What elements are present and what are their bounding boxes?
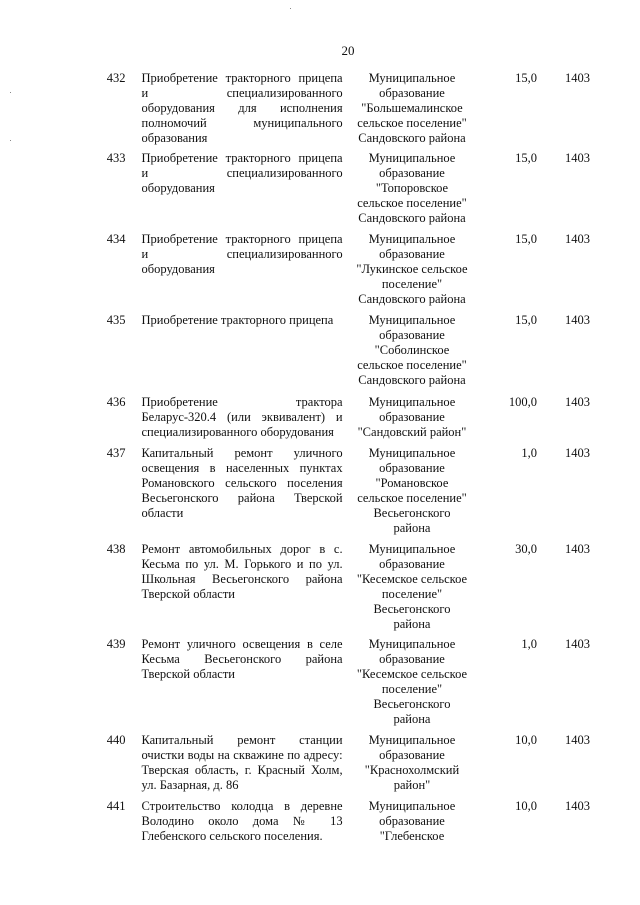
scan-speck [290,8,291,9]
row-description: Приобретение тракторного прицепа и специализированного оборудования для исполнения полномочий муниципального образования [141,71,343,145]
table-row [100,733,590,799]
row-amount: 100,0 [508,395,538,409]
row-number: 437 [106,446,126,460]
table-row [100,446,590,542]
row-amount: 10,0 [515,733,538,747]
row-code: 1403 [565,313,590,327]
row-organization: Муниципальное образование "Большемалинское сельское поселение" Сандовского района [357,71,467,145]
row-description: Приобретение тракторного прицепа и специализированного оборудования [141,151,343,195]
row-description: Капитальный ремонт станции очистки воды на скважине по адресу: Тверская область, г. Красный Холм, ул. Базарная, д. 86 [141,733,343,792]
row-number: 436 [106,395,126,409]
row-organization: Муниципальное образование "Краснохолмский район" [364,733,460,792]
table-row [100,799,590,849]
row-description: Приобретение тракторного прицепа [141,313,334,327]
row-amount: 30,0 [515,542,538,556]
scan-speck [10,92,11,93]
scan-speck [10,140,11,141]
table-row [100,313,590,395]
row-description: Капитальный ремонт уличного освещения в населенных пунктах Романовского сельского поселения Весьегонского района Тверской области [141,446,343,520]
row-number: 438 [106,542,126,556]
row-code: 1403 [565,395,590,409]
table-row [100,542,590,637]
row-number: 435 [106,313,126,327]
row-organization: Муниципальное образование "Глебенское [368,799,456,843]
row-number: 434 [106,232,126,246]
table-row [100,395,590,446]
row-description: Приобретение трактора Беларус-320.4 (или эквивалент) и специализированного оборудования [141,395,343,439]
row-description: Ремонт уличного освещения в селе Кесьма Весьегонского района Тверской области [141,637,343,681]
row-organization: Муниципальное образование "Кесемское сельское поселение" Весьегонского района [356,637,468,726]
row-organization: Муниципальное образование "Топоровское сельское поселение" Сандовского района [357,151,467,225]
row-code: 1403 [565,799,590,813]
row-amount: 15,0 [515,232,538,246]
row-organization: Муниципальное образование "Лукинское сельское поселение" Сандовского района [356,232,468,306]
table-row [100,637,590,733]
table-row [100,151,590,232]
table-row [100,232,590,313]
row-description: Приобретение тракторного прицепа и специализированного оборудования [141,232,343,276]
row-amount: 15,0 [515,151,538,165]
row-number: 432 [106,71,126,85]
row-organization: Муниципальное образование "Соболинское сельское поселение" Сандовского района [357,313,467,387]
row-code: 1403 [565,232,590,246]
row-amount: 10,0 [515,799,538,813]
row-organization: Муниципальное образование "Кесемское сельское поселение" Весьегонского района [356,542,468,631]
row-organization: Муниципальное образование "Сандовский район" [357,395,467,439]
page-number: 20 [341,43,355,58]
row-code: 1403 [565,446,590,460]
row-code: 1403 [565,637,590,651]
row-description: Ремонт автомобильных дорог в с. Кесьма по ул. М. Горького и по ул. Школьная Весьегонского района Тверской области [141,542,343,601]
row-number: 433 [106,151,126,165]
row-number: 441 [106,799,126,813]
row-number: 440 [106,733,126,747]
row-description: Строительство колодца в деревне Володино около дома № 13 Глебенского сельского поселения. [141,799,343,843]
row-code: 1403 [565,151,590,165]
appropriations-table [100,71,590,849]
row-code: 1403 [565,542,590,556]
table-row [100,71,590,151]
row-amount: 1,0 [521,637,538,651]
row-number: 439 [106,637,126,651]
row-amount: 15,0 [515,71,538,85]
row-amount: 15,0 [515,313,538,327]
row-organization: Муниципальное образование "Романовское сельское поселение" Весьегонского района [357,446,467,535]
row-amount: 1,0 [521,446,538,460]
row-code: 1403 [565,733,590,747]
row-code: 1403 [565,71,590,85]
